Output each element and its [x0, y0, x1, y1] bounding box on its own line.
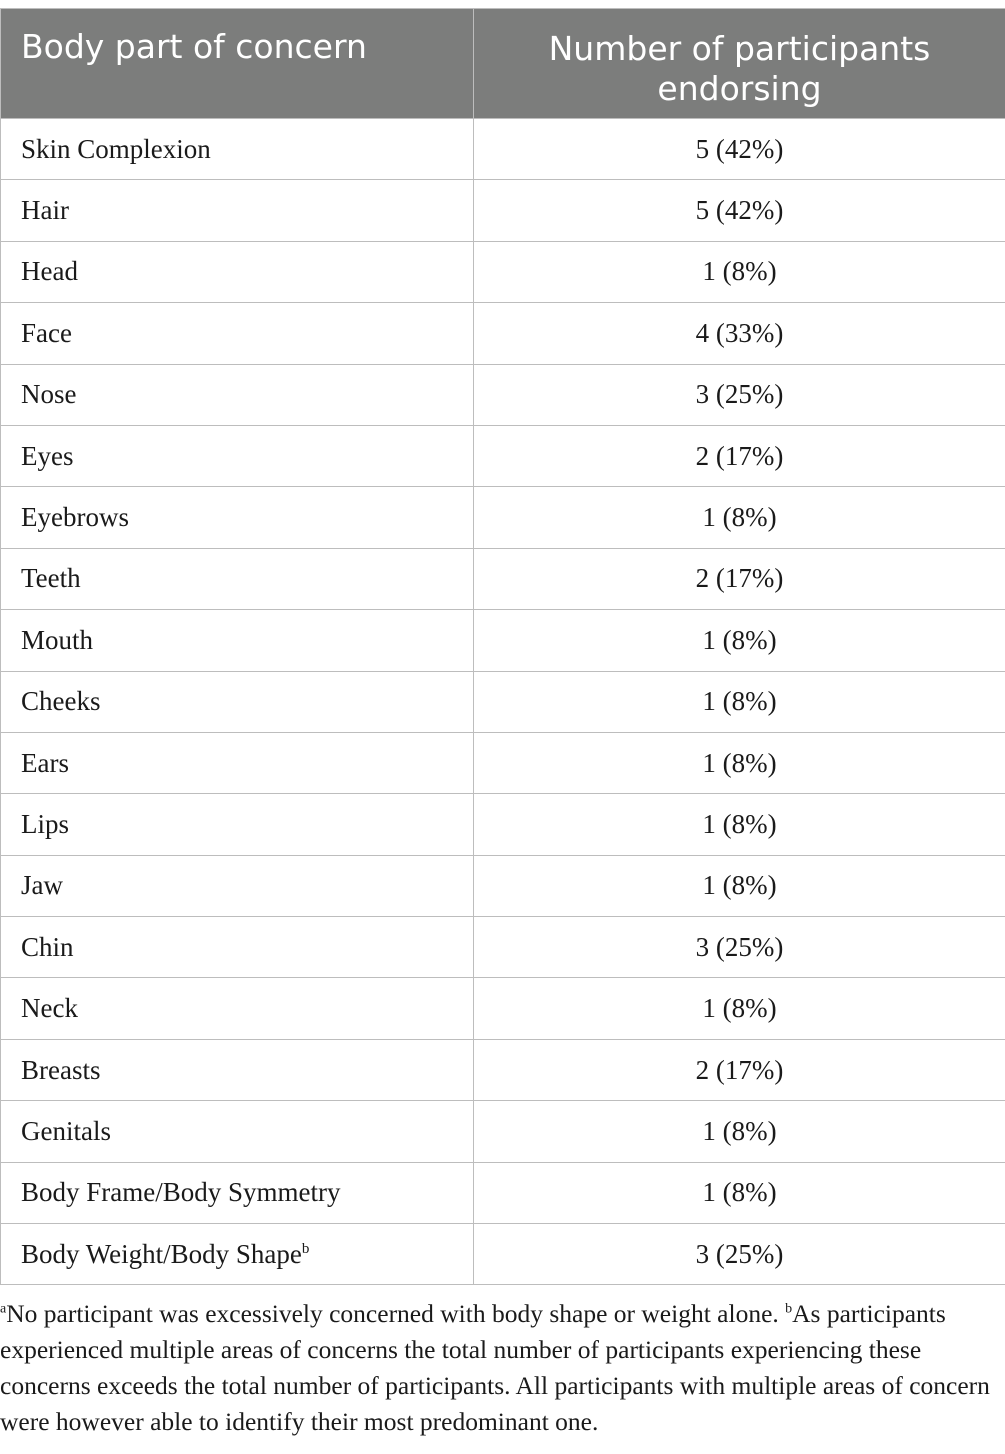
row-participant-count: 4 (33%) [474, 303, 1005, 364]
row-body-part [1, 1224, 474, 1285]
row-body-part-text: Mouth [21, 624, 94, 655]
row-body-part [1, 1101, 474, 1162]
row-body-part [1, 119, 474, 180]
row-body-part-text: Neck [21, 993, 78, 1024]
row-participant-count: 1 (8%) [474, 487, 1005, 548]
table-row [1, 487, 1005, 548]
row-participant-count: 3 (25%) [474, 364, 1005, 425]
row-participant-count: 1 (8%) [474, 794, 1005, 855]
footnote-b-text: As participants experienced multiple areas of concerns the total number of participants experiencing these concerns exceeds the total number of participants. All participants with multiple areas of concern were however able to identify their most predominant one. [0, 1299, 990, 1436]
row-body-part-text: Cheeks [21, 686, 101, 717]
row-body-part-text: Body Weight/Body Shape [21, 1238, 302, 1269]
row-body-part [1, 978, 474, 1039]
row-body-part-text: Jaw [21, 870, 63, 901]
row-body-part-text: Skin Complexion [21, 133, 211, 164]
row-body-part [1, 794, 474, 855]
footnote-a-text: No participant was excessively concerned with body shape or weight alone. [6, 1299, 779, 1328]
row-body-part-text: Body Frame/Body Symmetry [21, 1177, 341, 1208]
table-row [1, 119, 1005, 180]
row-participant-count: 1 (8%) [474, 978, 1005, 1039]
table-row [1, 1162, 1005, 1223]
row-body-part [1, 1039, 474, 1100]
footnote-a-marker: a [0, 1301, 7, 1317]
row-body-part [1, 364, 474, 425]
row-body-part-text: Lips [21, 808, 70, 839]
table-row [1, 1039, 1005, 1100]
row-body-part-text: Ears [21, 747, 69, 778]
row-participant-count: 1 (8%) [474, 855, 1005, 916]
row-participant-count: 1 (8%) [474, 1101, 1005, 1162]
table-row [1, 1224, 1005, 1285]
row-body-part [1, 732, 474, 793]
data-table-container [0, 8, 1005, 1285]
table-body [1, 119, 1005, 1285]
row-body-part [1, 1162, 474, 1223]
row-body-part [1, 303, 474, 364]
table-row [1, 425, 1005, 486]
table-row [1, 917, 1005, 978]
row-participant-count: 2 (17%) [474, 425, 1005, 486]
header-participants: Number of participants endorsing [474, 9, 1005, 119]
row-body-part [1, 671, 474, 732]
table-row [1, 364, 1005, 425]
table-row [1, 180, 1005, 241]
table-row [1, 548, 1005, 609]
table-row [1, 1101, 1005, 1162]
table-row [1, 671, 1005, 732]
table-row [1, 978, 1005, 1039]
row-body-part-text: Eyes [21, 440, 74, 471]
footnote-b-marker: b [785, 1301, 793, 1317]
row-participant-count: 5 (42%) [474, 180, 1005, 241]
table-row [1, 855, 1005, 916]
body-concern-table [0, 8, 1005, 1285]
table-row [1, 241, 1005, 302]
row-participant-count: 2 (17%) [474, 548, 1005, 609]
row-participant-count: 1 (8%) [474, 241, 1005, 302]
table-header [1, 9, 1005, 119]
row-body-part-text: Chin [21, 931, 74, 962]
row-body-part-text: Nose [21, 379, 77, 410]
row-participant-count: 1 (8%) [474, 610, 1005, 671]
row-body-part-text: Face [21, 317, 72, 348]
header-row [1, 9, 1005, 119]
table-row [1, 794, 1005, 855]
row-body-part [1, 487, 474, 548]
row-body-part [1, 917, 474, 978]
row-body-part-text: Hair [21, 195, 69, 226]
row-footnote-marker: b [301, 1240, 310, 1257]
row-participant-count: 1 (8%) [474, 732, 1005, 793]
table-row [1, 732, 1005, 793]
row-body-part-text: Head [21, 256, 78, 287]
table-row [1, 303, 1005, 364]
row-body-part-text: Genitals [21, 1115, 111, 1146]
row-participant-count: 3 (25%) [474, 917, 1005, 978]
row-participant-count: 5 (42%) [474, 119, 1005, 180]
row-body-part-text: Breasts [21, 1054, 101, 1085]
row-participant-count: 2 (17%) [474, 1039, 1005, 1100]
row-body-part [1, 548, 474, 609]
table-footnote [0, 1296, 1005, 1440]
row-participant-count: 3 (25%) [474, 1224, 1005, 1285]
row-participant-count: 1 (8%) [474, 1162, 1005, 1223]
row-body-part-text: Eyebrows [21, 502, 129, 533]
row-body-part [1, 180, 474, 241]
row-body-part [1, 425, 474, 486]
table-row [1, 610, 1005, 671]
row-body-part-text: Teeth [21, 563, 81, 594]
row-body-part [1, 610, 474, 671]
row-body-part [1, 241, 474, 302]
header-body-part: Body part of concern [1, 9, 474, 119]
row-body-part [1, 855, 474, 916]
row-participant-count: 1 (8%) [474, 671, 1005, 732]
